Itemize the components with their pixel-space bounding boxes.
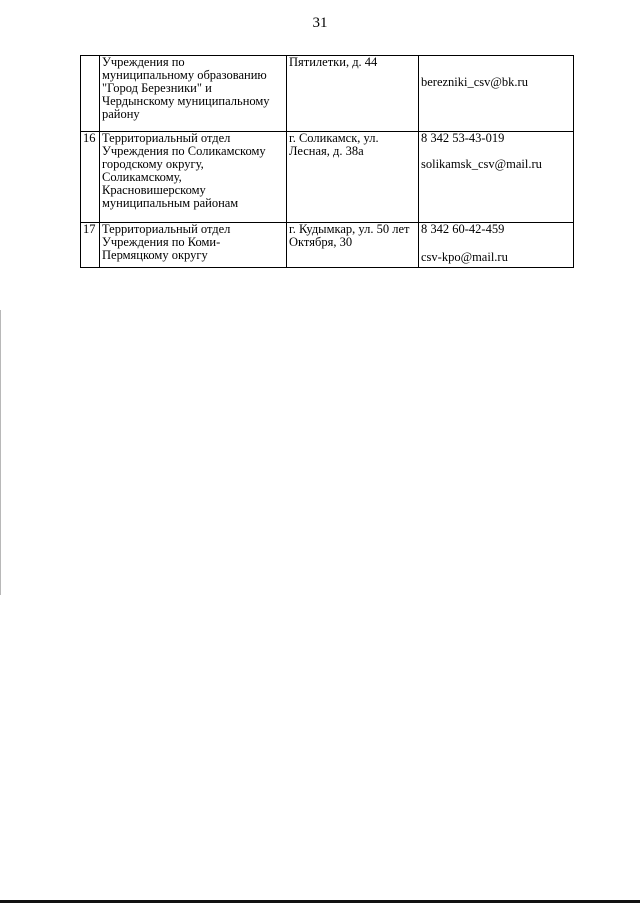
address-cell [287, 132, 419, 223]
institution-name-cell [100, 223, 287, 268]
scan-edge-line [0, 310, 1, 595]
name-line: Территориальный отдел [102, 131, 231, 145]
name-line: "Город Березники" и [102, 81, 212, 95]
name-line: Пермяцкому округу [102, 248, 208, 262]
phone-text: 8 342 60-42-459 [421, 222, 505, 236]
address-line: г. Соликамск, ул. [289, 131, 379, 145]
contact-cell [419, 223, 574, 268]
address-line: Лесная, д. 38а [289, 144, 364, 158]
name-line: Красновишерскому [102, 183, 206, 197]
institution-name-cell [100, 132, 287, 223]
name-line: Учреждения по Соликамскому [102, 144, 266, 158]
name-line: району [102, 107, 140, 121]
address-cell [287, 56, 419, 132]
page-number: 31 [312, 15, 328, 31]
table-row [81, 223, 574, 268]
address-line: Октября, 30 [289, 235, 353, 249]
name-line: Учреждения по [102, 55, 185, 69]
institution-name-cell [100, 56, 287, 132]
scan-bottom-border [0, 900, 640, 903]
row-number-cell: 16 [81, 132, 100, 223]
email-text: berezniki_csv@bk.ru [421, 75, 528, 89]
row-number-cell [81, 56, 100, 132]
email-text: csv-kpo@mail.ru [421, 250, 508, 264]
address-line: г. Кудымкар, ул. 50 лет [289, 222, 410, 236]
address-line: Пятилетки, д. 44 [289, 55, 378, 69]
contact-cell [419, 132, 574, 223]
institutions-table [80, 55, 574, 268]
row-number-cell: 17 [81, 223, 100, 268]
name-line: Чердынскому муниципальному [102, 94, 270, 108]
name-line: муниципальным районам [102, 196, 239, 210]
name-line: Соликамскому, [102, 170, 182, 184]
address-cell [287, 223, 419, 268]
name-line: муниципальному образованию [102, 68, 267, 82]
name-line: городскому округу, [102, 157, 204, 171]
table-row [81, 132, 574, 223]
email-text: solikamsk_csv@mail.ru [421, 157, 542, 171]
name-line: Территориальный отдел [102, 222, 231, 236]
table-row [81, 56, 574, 132]
contact-cell [419, 56, 574, 132]
name-line: Учреждения по Коми- [102, 235, 221, 249]
phone-text: 8 342 53-43-019 [421, 131, 505, 145]
